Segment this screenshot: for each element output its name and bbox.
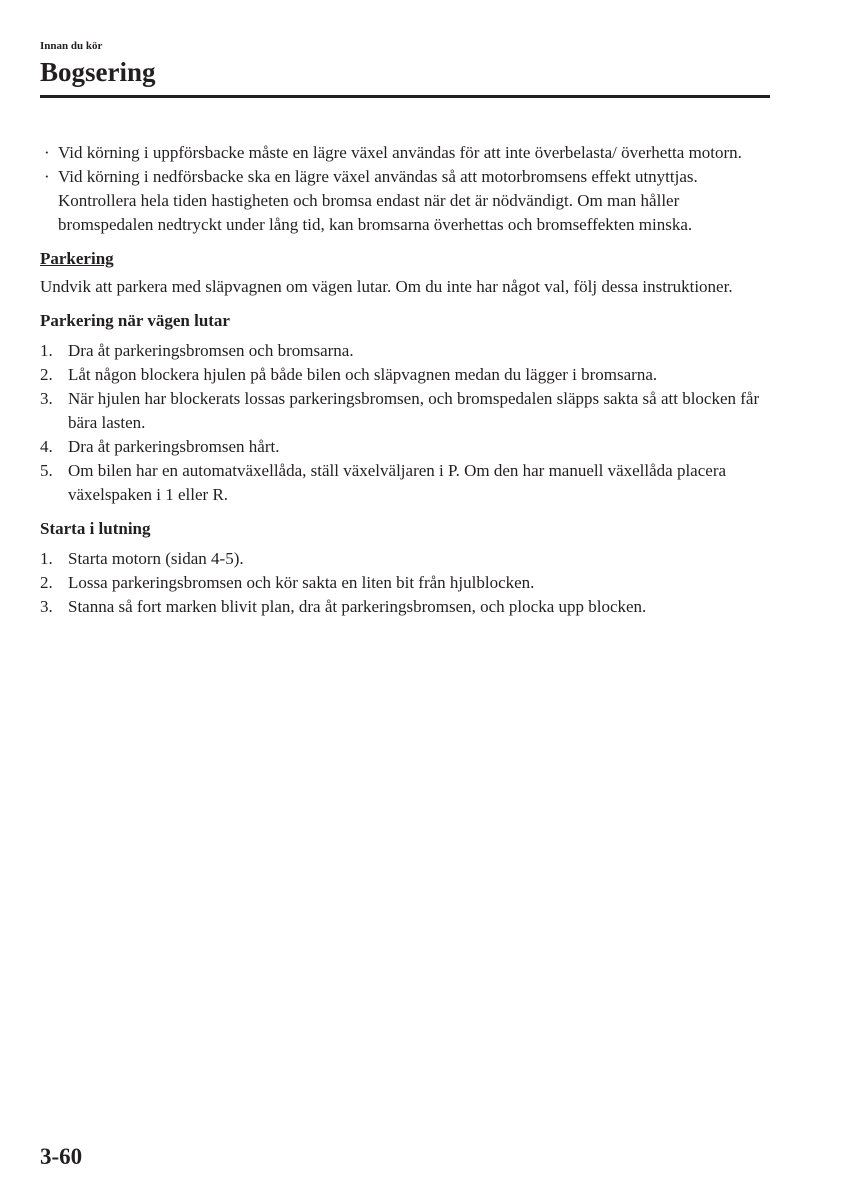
list-item [40, 339, 775, 363]
step-number: 4. [40, 437, 53, 456]
list-item [40, 595, 775, 619]
step-number: 1. [40, 341, 53, 360]
bullet-icon: · [44, 143, 50, 162]
bullet-item [40, 165, 775, 237]
step-text: Dra åt parkeringsbromsen hårt. [68, 437, 280, 456]
step-number: 3. [40, 389, 53, 408]
list-item [40, 435, 775, 459]
step-text: Om bilen har en automatväxellåda, ställ växelväljaren i P. Om den har manuell växellåda placera växelspaken i 1 eller R. [68, 461, 727, 504]
start-slope-steps [40, 547, 775, 619]
step-text: Starta motorn (sidan 4-5). [68, 549, 244, 568]
parking-slope-heading: Parkering när vägen lutar [40, 311, 230, 330]
bullet-text: Vid körning i uppförsbacke måste en lägre växel användas för att inte överbelasta/ överhetta motorn. [58, 143, 742, 162]
bullet-item [40, 141, 775, 165]
parking-heading: Parkering [40, 249, 114, 268]
step-number: 1. [40, 549, 53, 568]
step-text: Lossa parkeringsbromsen och kör sakta en liten bit från hjulblocken. [68, 573, 535, 592]
step-number: 2. [40, 365, 53, 384]
step-text: Dra åt parkeringsbromsen och bromsarna. [68, 341, 354, 360]
list-item [40, 387, 775, 435]
step-number: 5. [40, 461, 53, 480]
step-text: Låt någon blockera hjulen på både bilen och släpvagnen medan du lägger i bromsarna. [68, 365, 658, 384]
bullet-text: Vid körning i nedförsbacke ska en lägre växel användas så att motorbromsens effekt utnyttjas. Kontrollera hela tiden hastigheten och bromsa endast när det är nödvändigt. Om man håller bromspedalen nedtryckt under lång tid, kan bromsarna överhettas och bromseffekten minska. [58, 167, 698, 234]
list-item [40, 459, 775, 507]
list-item [40, 571, 775, 595]
page-content [40, 141, 775, 628]
page-number: 3-60 [40, 1144, 83, 1169]
step-text: När hjulen har blockerats lossas parkeringsbromsen, och bromspedalen släpps sakta så att blocken får bära lasten. [68, 389, 760, 432]
step-number: 2. [40, 573, 53, 592]
bullet-icon: · [44, 167, 50, 186]
step-number: 3. [40, 597, 53, 616]
step-text: Stanna så fort marken blivit plan, dra åt parkeringsbromsen, och plocka upp blocken. [68, 597, 647, 616]
start-slope-heading: Starta i lutning [40, 519, 151, 538]
parking-slope-steps [40, 339, 775, 507]
list-item [40, 363, 775, 387]
bullet-list [40, 141, 775, 237]
list-item [40, 547, 775, 571]
section-kicker: Innan du kör [40, 40, 103, 52]
page-title: Bogsering [40, 57, 156, 87]
header-divider [40, 95, 770, 98]
parking-paragraph: Undvik att parkera med släpvagnen om vägen lutar. Om du inte har något val, följ dessa instruktioner. [40, 277, 733, 296]
